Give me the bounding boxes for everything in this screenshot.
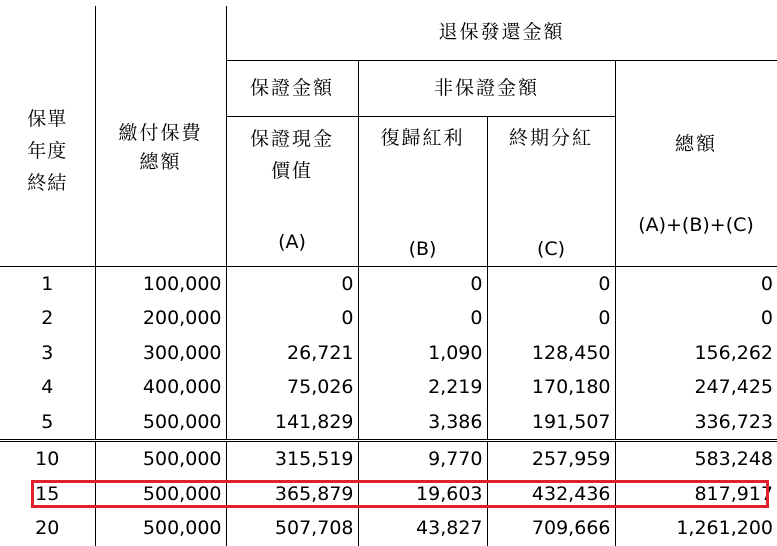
cell-b: 19,603 — [358, 477, 487, 512]
cell-a: 0 — [226, 301, 358, 336]
header-nonguaranteed-group-label: 非保證金額 — [433, 77, 539, 99]
header-surrender-group — [226, 6, 777, 60]
header-terminal — [487, 116, 615, 266]
cell-a: 141,829 — [226, 405, 358, 441]
cell-premium: 500,000 — [95, 441, 226, 477]
header-terminal-code: (C) — [536, 237, 566, 260]
header-guaranteed-group — [226, 60, 358, 116]
cell-premium: 300,000 — [95, 336, 226, 371]
surrender-value-table — [0, 6, 777, 546]
cell-premium: 500,000 — [95, 405, 226, 441]
cell-c: 432,436 — [487, 477, 615, 512]
header-total — [615, 60, 777, 266]
cell-c: 170,180 — [487, 370, 615, 405]
cell-year: 5 — [41, 410, 54, 433]
cell-a: 315,519 — [226, 441, 358, 477]
table-row — [0, 441, 777, 477]
cell-c: 257,959 — [487, 441, 615, 477]
header-terminal-label: 終期分紅 — [508, 126, 593, 149]
cell-year: 3 — [41, 341, 54, 364]
cell-year: 2 — [41, 307, 54, 330]
cell-total: 156,262 — [615, 336, 777, 371]
cell-a: 26,721 — [226, 336, 358, 371]
cell-a: 75,026 — [226, 370, 358, 405]
header-cash-value-label: 保證現金 價值 — [249, 127, 334, 182]
cell-b: 0 — [358, 266, 487, 301]
cell-year: 10 — [0, 441, 95, 477]
table-body — [0, 266, 777, 546]
cell-b: 3,386 — [358, 405, 487, 441]
table-row — [0, 336, 777, 371]
cell-total: 583,248 — [615, 441, 777, 477]
cell-total: 1,261,200 — [615, 511, 777, 546]
cell-total: 0 — [615, 266, 777, 301]
cell-c: 128,450 — [487, 336, 615, 371]
cell-a: 507,708 — [226, 511, 358, 546]
cell-b: 43,827 — [358, 511, 487, 546]
header-cash-value — [226, 116, 358, 266]
header-policy-year-label: 保單 年度 終結 — [27, 107, 68, 194]
cell-premium: 400,000 — [95, 370, 226, 405]
table-header — [0, 6, 777, 266]
cell-premium: 100,000 — [95, 266, 226, 301]
header-cash-value-code: (A) — [278, 230, 306, 253]
table-row — [0, 511, 777, 546]
header-total-code: (A)+(B)+(C) — [638, 213, 754, 236]
cell-a: 365,879 — [226, 477, 358, 512]
cell-b: 0 — [358, 301, 487, 336]
table-row — [0, 370, 777, 405]
table-row — [0, 301, 777, 336]
cell-total: 0 — [615, 301, 777, 336]
cell-year: 1 — [41, 272, 54, 295]
table-row — [0, 266, 777, 301]
header-nonguaranteed-group — [358, 60, 615, 116]
cell-b: 9,770 — [358, 441, 487, 477]
header-premium-label: 繳付保費 總額 — [118, 121, 203, 173]
cell-year: 20 — [35, 517, 60, 540]
cell-premium: 500,000 — [95, 511, 226, 546]
header-total-label: 總額 — [675, 132, 718, 155]
cell-c: 0 — [487, 301, 615, 336]
cell-c: 0 — [487, 266, 615, 301]
header-reversionary-label: 復歸紅利 — [380, 126, 465, 149]
cell-year: 4 — [41, 376, 54, 399]
cell-premium: 200,000 — [95, 301, 226, 336]
header-policy-year — [0, 6, 95, 266]
cell-c: 191,507 — [487, 405, 615, 441]
cell-c: 709,666 — [487, 511, 615, 546]
cell-premium: 500,000 — [95, 477, 226, 512]
cell-total: 247,425 — [615, 370, 777, 405]
cell-b: 1,090 — [358, 336, 487, 371]
cell-total: 817,917 — [615, 477, 777, 512]
header-surrender-group-label: 退保發還金額 — [438, 20, 565, 43]
header-guaranteed-group-label: 保證金額 — [249, 77, 334, 99]
header-reversionary-code: (B) — [408, 237, 437, 260]
header-reversionary — [358, 116, 487, 266]
table-row-highlighted — [0, 477, 777, 512]
cell-total: 336,723 — [615, 405, 777, 441]
table-row — [0, 405, 777, 441]
cell-b: 2,219 — [358, 370, 487, 405]
cell-a: 0 — [226, 266, 358, 301]
cell-year: 15 — [35, 482, 60, 505]
header-premium — [95, 6, 226, 266]
